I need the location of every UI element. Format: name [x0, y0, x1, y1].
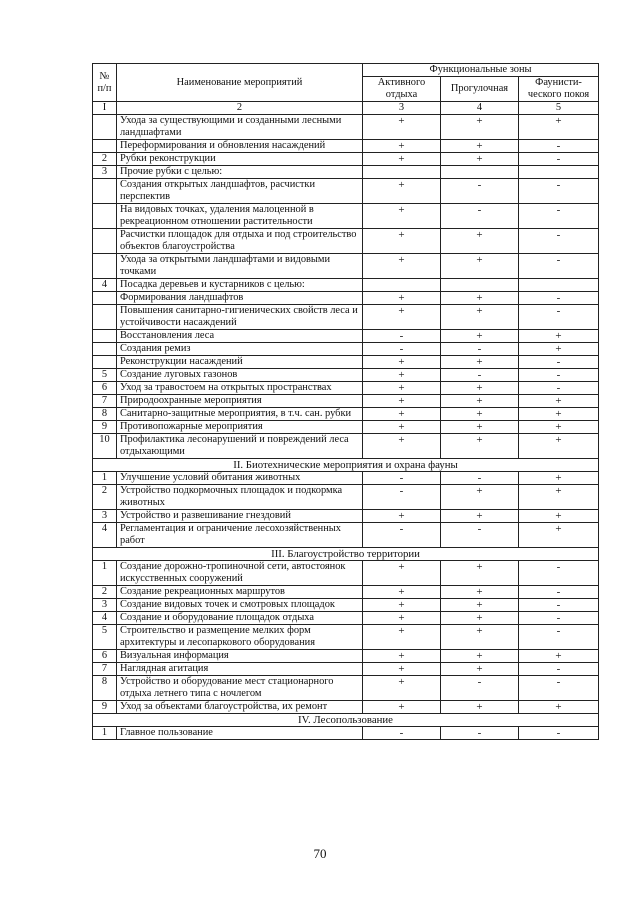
mark-fauna-zone: - — [519, 676, 599, 701]
table-row — [93, 599, 599, 612]
mark-fauna-zone: - — [519, 561, 599, 586]
measure-name: Устройство подкормочных площадок и подкормка животных — [117, 485, 363, 510]
table-row — [93, 727, 599, 740]
table-row — [93, 612, 599, 625]
mark-fauna-zone: - — [519, 625, 599, 650]
column-index: 5 — [519, 102, 599, 115]
mark-walk-zone: - — [441, 472, 519, 485]
mark-active-zone: + — [363, 153, 441, 166]
section-title-row — [93, 714, 599, 727]
mark-walk-zone: - — [441, 523, 519, 548]
section-title: III. Благоустройство территории — [93, 548, 599, 561]
row-number: 9 — [93, 701, 117, 714]
mark-walk-zone: + — [441, 254, 519, 279]
mark-active-zone: + — [363, 140, 441, 153]
measure-name: Создание и оборудование площадок отдыха — [117, 612, 363, 625]
section-title: II. Биотехнические мероприятия и охрана фауны — [93, 459, 599, 472]
row-number: 4 — [93, 279, 117, 292]
mark-walk-zone: + — [441, 305, 519, 330]
mark-fauna-zone: - — [519, 586, 599, 599]
measure-name: Главное пользование — [117, 727, 363, 740]
mark-fauna-zone: + — [519, 408, 599, 421]
mark-walk-zone: + — [441, 663, 519, 676]
table-row — [93, 510, 599, 523]
mark-active-zone: + — [363, 395, 441, 408]
mark-walk-zone: + — [441, 599, 519, 612]
measure-name: Строительство и размещение мелких форм архитектуры и лесопаркового оборудования — [117, 625, 363, 650]
row-number: 1 — [93, 472, 117, 485]
table-row — [93, 292, 599, 305]
mark-active-zone — [363, 166, 441, 179]
zone-walk-header: Прогулочная — [441, 77, 519, 102]
table-row — [93, 561, 599, 586]
mark-fauna-zone: - — [519, 727, 599, 740]
mark-active-zone: + — [363, 369, 441, 382]
column-index: I — [93, 102, 117, 115]
table-row — [93, 115, 599, 140]
table-row — [93, 434, 599, 459]
row-number — [93, 179, 117, 204]
mark-fauna-zone: + — [519, 510, 599, 523]
mark-active-zone: + — [363, 421, 441, 434]
row-number: 1 — [93, 727, 117, 740]
measure-name: На видовых точках, удаления малоценной в рекреационном отношении растительности — [117, 204, 363, 229]
header-row — [93, 64, 599, 77]
mark-active-zone: + — [363, 305, 441, 330]
mark-walk-zone: + — [441, 421, 519, 434]
measure-name: Рубки реконструкции — [117, 153, 363, 166]
row-number: 2 — [93, 586, 117, 599]
mark-active-zone: + — [363, 204, 441, 229]
mark-walk-zone: + — [441, 153, 519, 166]
mark-fauna-zone: - — [519, 382, 599, 395]
mark-walk-zone: - — [441, 727, 519, 740]
measure-name: Посадка деревьев и кустарников с целью: — [117, 279, 363, 292]
measure-name: Устройство и развешивание гнездовий — [117, 510, 363, 523]
mark-fauna-zone: - — [519, 140, 599, 153]
measure-name: Санитарно-защитные мероприятия, в т.ч. сан. рубки — [117, 408, 363, 421]
row-number: 3 — [93, 510, 117, 523]
mark-walk-zone: + — [441, 395, 519, 408]
table-row — [93, 343, 599, 356]
column-index-row — [93, 102, 599, 115]
table-row — [93, 663, 599, 676]
mark-walk-zone: + — [441, 625, 519, 650]
mark-active-zone: + — [363, 612, 441, 625]
row-number: 2 — [93, 485, 117, 510]
measure-name: Восстановления леса — [117, 330, 363, 343]
mark-active-zone — [363, 279, 441, 292]
mark-active-zone: + — [363, 663, 441, 676]
mark-active-zone: - — [363, 485, 441, 510]
row-number: 3 — [93, 599, 117, 612]
mark-fauna-zone: + — [519, 343, 599, 356]
measure-name: Ухода за существующими и созданными лесными ландшафтами — [117, 115, 363, 140]
measure-name: Расчистки площадок для отдыха и под строительство объектов благоустройства — [117, 229, 363, 254]
table-row — [93, 356, 599, 369]
table-row — [93, 305, 599, 330]
mark-fauna-zone: + — [519, 395, 599, 408]
mark-fauna-zone: + — [519, 523, 599, 548]
row-number: 9 — [93, 421, 117, 434]
measure-name: Ухода за открытыми ландшафтами и видовыми точками — [117, 254, 363, 279]
mark-walk-zone: + — [441, 292, 519, 305]
mark-walk-zone: + — [441, 140, 519, 153]
column-index: 4 — [441, 102, 519, 115]
measure-name: Профилактика лесонарушений и повреждений леса отдыхающими — [117, 434, 363, 459]
measure-name: Создание рекреационных маршрутов — [117, 586, 363, 599]
row-number: 5 — [93, 369, 117, 382]
row-number — [93, 115, 117, 140]
mark-active-zone: + — [363, 625, 441, 650]
mark-fauna-zone: + — [519, 472, 599, 485]
mark-fauna-zone — [519, 166, 599, 179]
table-row — [93, 625, 599, 650]
table-row — [93, 421, 599, 434]
mark-active-zone: + — [363, 356, 441, 369]
mark-walk-zone: + — [441, 510, 519, 523]
mark-fauna-zone: + — [519, 701, 599, 714]
mark-active-zone: + — [363, 599, 441, 612]
name-header: Наименование мероприятий — [117, 64, 363, 102]
mark-active-zone: + — [363, 115, 441, 140]
mark-fauna-zone: + — [519, 115, 599, 140]
mark-active-zone: + — [363, 701, 441, 714]
mark-active-zone: + — [363, 408, 441, 421]
mark-active-zone: + — [363, 676, 441, 701]
row-number: 5 — [93, 625, 117, 650]
mark-fauna-zone: - — [519, 599, 599, 612]
table-row — [93, 153, 599, 166]
measure-name: Создание видовых точек и смотровых площадок — [117, 599, 363, 612]
mark-active-zone: + — [363, 292, 441, 305]
table-row — [93, 204, 599, 229]
row-number — [93, 204, 117, 229]
measure-name: Повышения санитарно-гигиенических свойств леса и устойчивости насаждений — [117, 305, 363, 330]
row-number — [93, 356, 117, 369]
mark-walk-zone: + — [441, 229, 519, 254]
measure-name: Природоохранные мероприятия — [117, 395, 363, 408]
measure-name: Создание дорожно-тропиночной сети, автостоянок искусственных сооружений — [117, 561, 363, 586]
row-number — [93, 229, 117, 254]
mark-fauna-zone: + — [519, 330, 599, 343]
mark-walk-zone: + — [441, 408, 519, 421]
table-row — [93, 701, 599, 714]
zone-fauna-header: Фаунисти-ческого покоя — [519, 77, 599, 102]
mark-walk-zone: + — [441, 561, 519, 586]
mark-active-zone: + — [363, 179, 441, 204]
row-number: 4 — [93, 612, 117, 625]
row-number — [93, 305, 117, 330]
table-row — [93, 330, 599, 343]
measure-name: Противопожарные мероприятия — [117, 421, 363, 434]
table-row — [93, 179, 599, 204]
mark-active-zone: + — [363, 254, 441, 279]
mark-walk-zone: + — [441, 485, 519, 510]
column-index: 2 — [117, 102, 363, 115]
table-row — [93, 586, 599, 599]
mark-fauna-zone: + — [519, 650, 599, 663]
mark-active-zone: - — [363, 330, 441, 343]
table-row — [93, 229, 599, 254]
measure-name: Прочие рубки с целью: — [117, 166, 363, 179]
row-number — [93, 254, 117, 279]
row-number: 7 — [93, 663, 117, 676]
table-row — [93, 676, 599, 701]
row-number: 8 — [93, 408, 117, 421]
mark-walk-zone — [441, 279, 519, 292]
table-row — [93, 485, 599, 510]
measure-name: Создание луговых газонов — [117, 369, 363, 382]
table-row — [93, 254, 599, 279]
mark-fauna-zone: - — [519, 254, 599, 279]
measure-name: Наглядная агитация — [117, 663, 363, 676]
row-number — [93, 292, 117, 305]
row-number: 6 — [93, 382, 117, 395]
mark-active-zone: - — [363, 523, 441, 548]
section-title: IV. Лесопользование — [93, 714, 599, 727]
mark-fauna-zone: - — [519, 612, 599, 625]
mark-fauna-zone: - — [519, 204, 599, 229]
mark-active-zone: + — [363, 510, 441, 523]
table-row — [93, 408, 599, 421]
zones-header: Функциональные зоны — [363, 64, 599, 77]
measures-table — [92, 63, 599, 740]
page-number: 70 — [313, 846, 327, 861]
mark-fauna-zone: + — [519, 434, 599, 459]
section-title-row — [93, 548, 599, 561]
table-row — [93, 166, 599, 179]
row-number: 7 — [93, 395, 117, 408]
mark-active-zone: + — [363, 229, 441, 254]
measure-name: Создания ремиз — [117, 343, 363, 356]
mark-walk-zone: + — [441, 115, 519, 140]
mark-walk-zone — [441, 166, 519, 179]
mark-walk-zone: + — [441, 382, 519, 395]
measure-name: Регламентация и ограничение лесохозяйственных работ — [117, 523, 363, 548]
mark-fauna-zone: - — [519, 663, 599, 676]
mark-fauna-zone: - — [519, 153, 599, 166]
mark-fauna-zone: - — [519, 292, 599, 305]
column-index: 3 — [363, 102, 441, 115]
mark-walk-zone: + — [441, 650, 519, 663]
measure-name: Визуальная информация — [117, 650, 363, 663]
mark-active-zone: + — [363, 382, 441, 395]
num-header: № п/п — [93, 64, 117, 102]
table-row — [93, 523, 599, 548]
mark-walk-zone: + — [441, 701, 519, 714]
row-number: 2 — [93, 153, 117, 166]
table-row — [93, 140, 599, 153]
table-row — [93, 650, 599, 663]
mark-fauna-zone — [519, 279, 599, 292]
mark-fauna-zone: - — [519, 356, 599, 369]
document-page — [92, 63, 598, 740]
table-row — [93, 395, 599, 408]
mark-active-zone: - — [363, 343, 441, 356]
row-number — [93, 330, 117, 343]
mark-walk-zone: + — [441, 612, 519, 625]
measure-name: Формирования ландшафтов — [117, 292, 363, 305]
mark-active-zone: + — [363, 650, 441, 663]
table-row — [93, 472, 599, 485]
table-row — [93, 279, 599, 292]
row-number: 8 — [93, 676, 117, 701]
mark-fauna-zone: + — [519, 485, 599, 510]
mark-active-zone: - — [363, 727, 441, 740]
mark-fauna-zone: - — [519, 229, 599, 254]
row-number: 1 — [93, 561, 117, 586]
mark-active-zone: + — [363, 561, 441, 586]
mark-walk-zone: - — [441, 369, 519, 382]
mark-fauna-zone: - — [519, 369, 599, 382]
mark-walk-zone: + — [441, 586, 519, 599]
mark-walk-zone: - — [441, 179, 519, 204]
measure-name: Создания открытых ландшафтов, расчистки перспектив — [117, 179, 363, 204]
row-number — [93, 343, 117, 356]
mark-active-zone: + — [363, 434, 441, 459]
section-title-row — [93, 459, 599, 472]
mark-active-zone: + — [363, 586, 441, 599]
row-number: 6 — [93, 650, 117, 663]
mark-walk-zone: + — [441, 356, 519, 369]
row-number: 3 — [93, 166, 117, 179]
measure-name: Улучшение условий обитания животных — [117, 472, 363, 485]
mark-walk-zone: + — [441, 434, 519, 459]
measure-name: Переформирования и обновления насаждений — [117, 140, 363, 153]
mark-fauna-zone: + — [519, 421, 599, 434]
mark-walk-zone: - — [441, 676, 519, 701]
measure-name: Реконструкции насаждений — [117, 356, 363, 369]
mark-walk-zone: - — [441, 204, 519, 229]
zone-active-header: Активного отдыха — [363, 77, 441, 102]
table-row — [93, 382, 599, 395]
measure-name: Устройство и оборудование мест стационарного отдыха летнего типа с ночлегом — [117, 676, 363, 701]
measure-name: Уход за травостоем на открытых пространствах — [117, 382, 363, 395]
mark-fauna-zone: - — [519, 179, 599, 204]
mark-walk-zone: - — [441, 343, 519, 356]
mark-walk-zone: + — [441, 330, 519, 343]
measure-name: Уход за объектами благоустройства, их ремонт — [117, 701, 363, 714]
table-row — [93, 369, 599, 382]
row-number — [93, 140, 117, 153]
mark-fauna-zone: - — [519, 305, 599, 330]
mark-active-zone: - — [363, 472, 441, 485]
row-number: 10 — [93, 434, 117, 459]
row-number: 4 — [93, 523, 117, 548]
